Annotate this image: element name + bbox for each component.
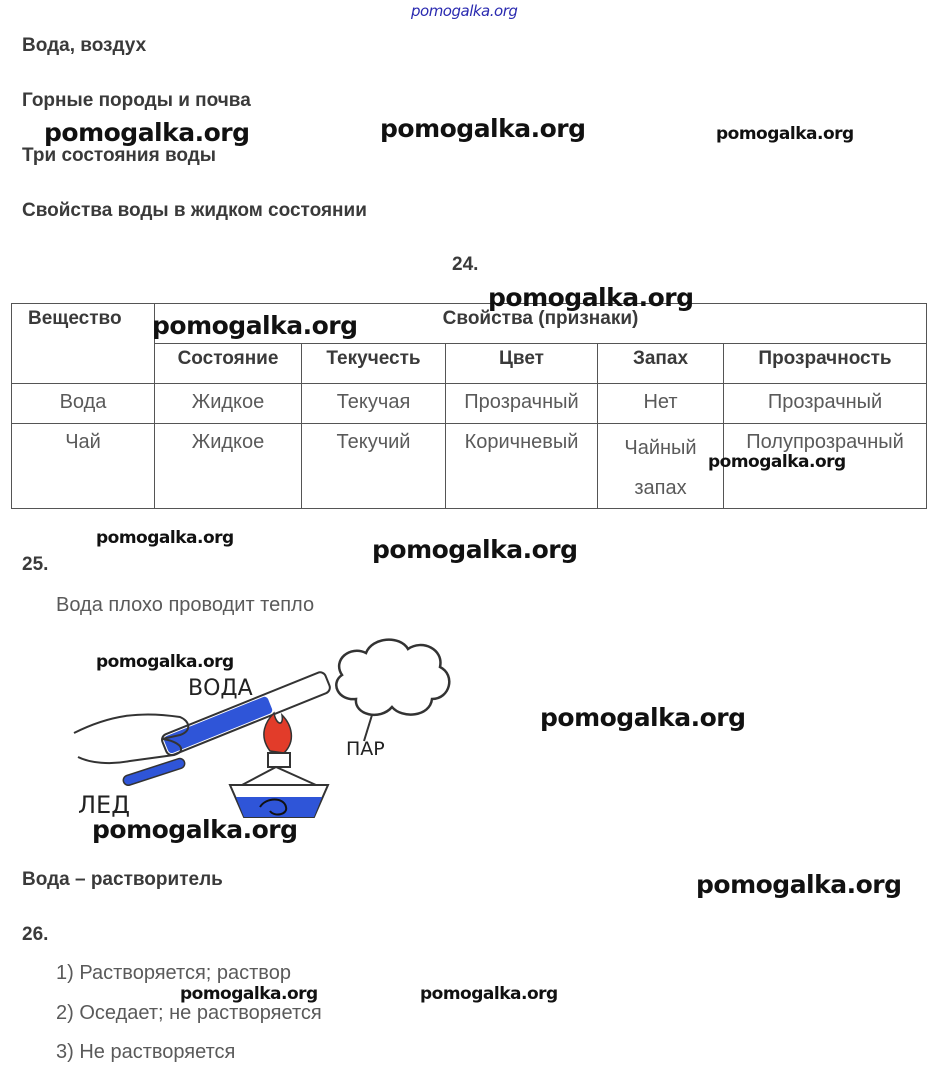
task-number-24: 24. (452, 254, 479, 275)
task-number-26: 26. (22, 924, 49, 945)
lamp-top (242, 767, 316, 785)
header-smell: Запах (598, 344, 724, 384)
header-substance: Вещество (12, 304, 155, 384)
watermark: pomogalka.org (96, 528, 234, 548)
label-steam: ПАР (346, 738, 385, 760)
table-row (12, 384, 927, 424)
watermark: pomogalka.org (96, 652, 234, 672)
watermark: pomogalka.org (488, 283, 694, 312)
table-cell: Чай (12, 424, 155, 509)
table-cell: Чайный запах (598, 424, 724, 509)
list-item: 1) Растворяется; раствор (56, 962, 291, 984)
table-cell: Прозрачный (446, 384, 598, 424)
watermark: pomogalka.org (152, 311, 358, 340)
section-heading: Вода, воздух (22, 35, 147, 56)
header-color: Цвет (446, 344, 598, 384)
header-state: Состояние (155, 344, 302, 384)
lamp-neck (268, 753, 290, 767)
task-number-25: 25. (22, 554, 49, 575)
watermark: pomogalka.org (420, 984, 558, 1004)
table-cell: Текучая (302, 384, 446, 424)
steam-cloud-icon (336, 640, 449, 715)
label-water: ВОДА (188, 676, 253, 701)
flame-icon (264, 713, 292, 753)
table-cell: Прозрачный (724, 384, 927, 424)
watermark: pomogalka.org (380, 114, 586, 143)
table-cell: Жидкое (155, 424, 302, 509)
watermark: pomogalka.org (180, 984, 318, 1004)
watermark: pomogalka.org (540, 703, 746, 732)
table-header-row (12, 304, 927, 344)
header-properties: Свойства (признаки) (155, 304, 927, 344)
section-heading: Три состояния воды (22, 145, 217, 166)
task-25-text: Вода плохо проводит тепло (56, 594, 315, 616)
header-transparency: Прозрачность (724, 344, 927, 384)
table-cell: Нет (598, 384, 724, 424)
list-item: 3) Не растворяется (56, 1041, 236, 1063)
list-item: 2) Оседает; не растворяется (56, 1002, 322, 1024)
header-fluidity: Текучесть (302, 344, 446, 384)
table-cell: Жидкое (155, 384, 302, 424)
watermark: pomogalka.org (696, 870, 902, 899)
table-cell: Текучий (302, 424, 446, 509)
watermark: pomogalka.org (716, 124, 854, 144)
watermark: pomogalka.org (708, 452, 846, 472)
top-watermark: pomogalka.org (411, 2, 518, 20)
table-cell: Коричневый (446, 424, 598, 509)
watermark: pomogalka.org (44, 118, 250, 147)
table-cell: Вода (12, 384, 155, 424)
table-cell: Полупрозрачный (724, 424, 927, 509)
section-heading: Свойства воды в жидком состоянии (22, 200, 367, 221)
label-ice: ЛЕД (78, 791, 130, 819)
watermark: pomogalka.org (372, 535, 578, 564)
properties-table (11, 303, 927, 509)
watermark: pomogalka.org (92, 815, 298, 844)
section-heading: Горные породы и почва (22, 90, 251, 111)
section-heading: Вода – растворитель (22, 869, 223, 890)
